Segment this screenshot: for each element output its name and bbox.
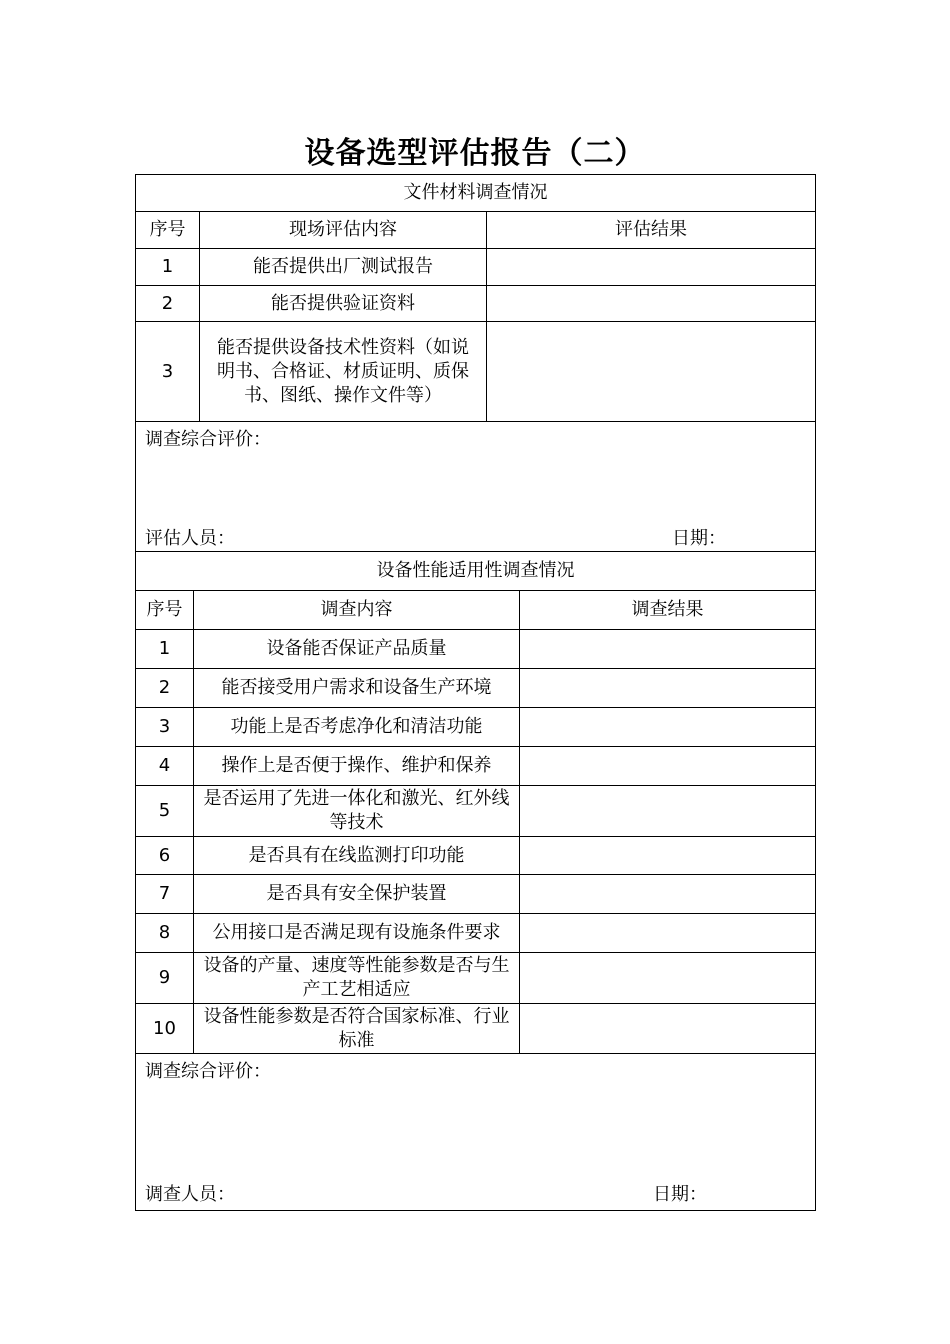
- row-result-field[interactable]: [519, 914, 815, 952]
- table-row: [136, 322, 815, 422]
- table-row: [136, 747, 815, 786]
- row-content: 是否具有安全保护装置: [193, 875, 519, 913]
- row-result-field[interactable]: [486, 286, 815, 321]
- section1-heading: 文件材料调查情况: [403, 182, 548, 203]
- section1-header-row: [136, 212, 815, 249]
- row-content: 设备能否保证产品质量: [193, 630, 519, 668]
- row-content: 能否提供设备技术性资料（如说明书、合格证、材质证明、质保书、图纸、操作文件等）: [199, 322, 486, 421]
- date-label: 日期：: [653, 1184, 707, 1205]
- evaluator-label: 评估人员：: [145, 528, 235, 549]
- row-result-field[interactable]: [519, 630, 815, 668]
- table-row: [136, 708, 815, 747]
- comment-label: 调查综合评价：: [145, 1061, 271, 1082]
- row-result-field[interactable]: [519, 708, 815, 746]
- row-no: 9: [158, 967, 171, 988]
- table-row: [136, 669, 815, 708]
- section2-header-row: [136, 591, 815, 630]
- row-result-field[interactable]: [519, 1004, 815, 1053]
- report-table: [135, 174, 816, 1211]
- row-no: 10: [153, 1017, 176, 1039]
- date-label: 日期：: [672, 528, 726, 549]
- row-no: 3: [161, 360, 174, 382]
- row-no: 1: [158, 638, 171, 659]
- table-row: [136, 875, 815, 914]
- section2-heading: 设备性能适用性调查情况: [376, 560, 575, 581]
- col-header-content: 现场评估内容: [199, 212, 486, 248]
- row-no: 5: [158, 800, 171, 821]
- section2-comment-block[interactable]: [136, 1054, 815, 1210]
- table-row: [136, 1004, 815, 1054]
- row-no: 3: [158, 716, 171, 737]
- row-content: 操作上是否便于操作、维护和保养: [193, 747, 519, 785]
- section2-heading-row: [136, 552, 815, 591]
- row-content: 是否运用了先进一体化和激光、红外线等技术: [193, 786, 519, 836]
- section1-comment-block[interactable]: [136, 422, 815, 552]
- table-row: [136, 786, 815, 837]
- row-result-field[interactable]: [519, 786, 815, 836]
- section1-heading-row: [136, 175, 815, 212]
- row-content: 是否具有在线监测打印功能: [193, 837, 519, 874]
- row-no: 4: [158, 755, 171, 776]
- row-no: 7: [158, 883, 171, 904]
- table-row: [136, 286, 815, 322]
- row-result-field[interactable]: [519, 953, 815, 1003]
- table-row: [136, 249, 815, 286]
- page-title: 设备选型评估报告（二）: [304, 136, 646, 171]
- col-header-content: 调查内容: [193, 591, 519, 629]
- row-content: 功能上是否考虑净化和清洁功能: [193, 708, 519, 746]
- row-result-field[interactable]: [519, 875, 815, 913]
- row-result-field[interactable]: [519, 669, 815, 707]
- investigator-label: 调查人员：: [145, 1184, 235, 1205]
- table-row: [136, 914, 815, 953]
- row-no: 8: [158, 922, 171, 943]
- row-no: 1: [161, 256, 174, 277]
- col-header-no: 序号: [146, 599, 183, 620]
- col-header-result: 评估结果: [486, 212, 815, 248]
- table-row: [136, 837, 815, 875]
- row-result-field[interactable]: [519, 837, 815, 874]
- row-content: 设备性能参数是否符合国家标准、行业标准: [193, 1004, 519, 1053]
- row-content: 能否提供出厂测试报告: [199, 249, 486, 285]
- table-row: [136, 630, 815, 669]
- row-result-field[interactable]: [486, 249, 815, 285]
- table-row: [136, 953, 815, 1004]
- row-no: 2: [161, 292, 174, 314]
- col-header-result: 调查结果: [519, 591, 815, 629]
- row-content: 能否接受用户需求和设备生产环境: [193, 669, 519, 707]
- row-result-field[interactable]: [486, 322, 815, 421]
- row-no: 2: [158, 677, 171, 698]
- comment-label: 调查综合评价：: [145, 429, 271, 450]
- row-content: 能否提供验证资料: [199, 286, 486, 321]
- row-result-field[interactable]: [519, 747, 815, 785]
- row-content: 设备的产量、速度等性能参数是否与生产工艺相适应: [193, 953, 519, 1003]
- row-content: 公用接口是否满足现有设施条件要求: [193, 914, 519, 952]
- row-no: 6: [158, 844, 171, 866]
- col-header-no: 序号: [149, 219, 186, 240]
